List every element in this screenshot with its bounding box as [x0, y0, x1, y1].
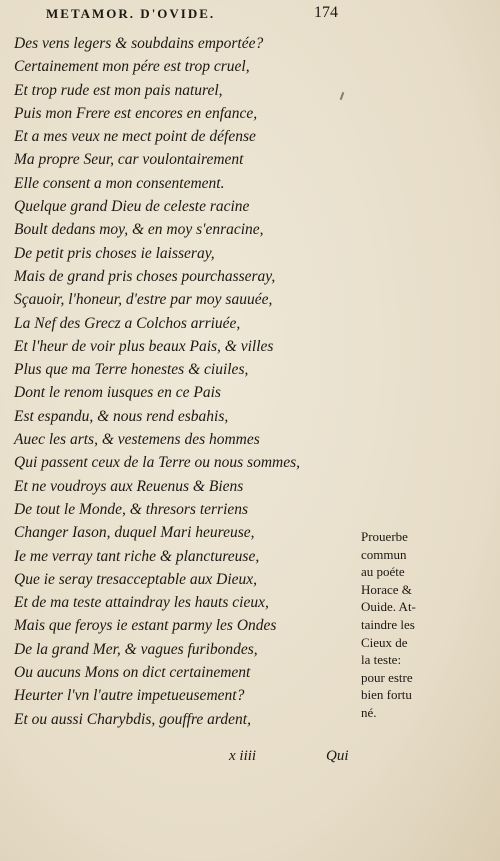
verse-line: De tout le Monde, & thresors terriens: [14, 500, 249, 518]
verse-line: De la grand Mer, & vagues furibondes,: [14, 640, 258, 658]
marginal-note-line: né.: [361, 704, 377, 720]
verse-line: Ou aucuns Mons on dict certainement: [14, 664, 251, 682]
verse-line: Et l'heur de voir plus beaux Pais, & villes: [14, 337, 274, 355]
marginal-note: [361, 528, 461, 722]
marginal-note-line: Horace &: [361, 581, 412, 597]
verse-line: Qui passent ceux de la Terre ou nous sommes,: [14, 454, 301, 472]
marginal-note-line: taindre les: [361, 616, 415, 632]
marginal-note-line: pour estre: [361, 669, 413, 685]
verse-line: Plus que ma Terre honestes & ciuiles,: [14, 361, 249, 379]
page-header: [46, 6, 356, 28]
verse-line: Dont le renom iusques en ce Pais: [14, 384, 221, 402]
verse-line: Puis mon Frere est encores en enfance,: [14, 104, 258, 122]
verse-line: Et ou aussi Charybdis, gouffre ardent,: [14, 710, 251, 728]
marginal-note-line: bien fortu: [361, 687, 412, 703]
signature-mark: x iiii: [229, 748, 257, 764]
marginal-note-line: la teste:: [361, 652, 402, 668]
verse-line: Heurter l'vn l'autre impetueusement?: [14, 687, 245, 705]
verse-line: Quelque grand Dieu de celeste racine: [14, 198, 250, 216]
running-title: METAMOR. D'OVIDE.: [46, 6, 216, 21]
verse-line: Elle consent a mon consentement.: [14, 174, 225, 192]
verse-line: De petit pris choses ie laisseray,: [14, 244, 215, 262]
verse-line: Ma propre Seur, car voulontairement: [14, 151, 244, 169]
verse-line: Et a mes veux ne mect point de défense: [14, 128, 256, 146]
page-footer: [0, 748, 400, 772]
page-number: 174: [314, 4, 338, 21]
verse-line: Changer Iason, duquel Mari heureuse,: [14, 524, 255, 542]
verse-line: Sçauoir, l'honeur, d'estre par moy sauuée,: [14, 291, 273, 309]
verse-line: Et de ma teste attaindray les hauts cieux,: [14, 594, 269, 612]
verse-line: Que ie seray tresacceptable aux Dieux,: [14, 570, 258, 588]
verse-text: [14, 32, 364, 731]
marginal-note-line: au poéte: [361, 564, 405, 580]
verse-line: Des vens legers & soubdains emportée?: [14, 35, 264, 52]
catchword: Qui: [326, 748, 349, 764]
verse-line: Certainement mon pére est trop cruel,: [14, 58, 250, 76]
marginal-note-line: commun: [361, 546, 407, 562]
verse-line: La Nef des Grecz a Colchos arriuée,: [14, 314, 241, 332]
marginal-note-line: Ouide. At-: [361, 599, 416, 615]
marginal-note-line: Prouerbe: [361, 529, 408, 544]
verse-line: Et trop rude est mon pais naturel,: [14, 81, 223, 99]
verse-line: Et ne voudroys aux Reuenus & Biens: [14, 477, 244, 495]
verse-line: Mais de grand pris choses pourchasseray,: [14, 267, 276, 285]
verse-line: Mais que feroys ie estant parmy les Ondes: [14, 617, 277, 635]
verse-line: Ie me verray tant riche & planctureuse,: [14, 547, 260, 565]
verse-line: Est espandu, & nous rend esbahis,: [14, 407, 229, 425]
marginal-note-line: Cieux de: [361, 634, 408, 650]
verse-line: Boult dedans moy, & en moy s'enracine,: [14, 221, 264, 239]
verse-line: Auec les arts, & vestemens des hommes: [14, 431, 260, 449]
